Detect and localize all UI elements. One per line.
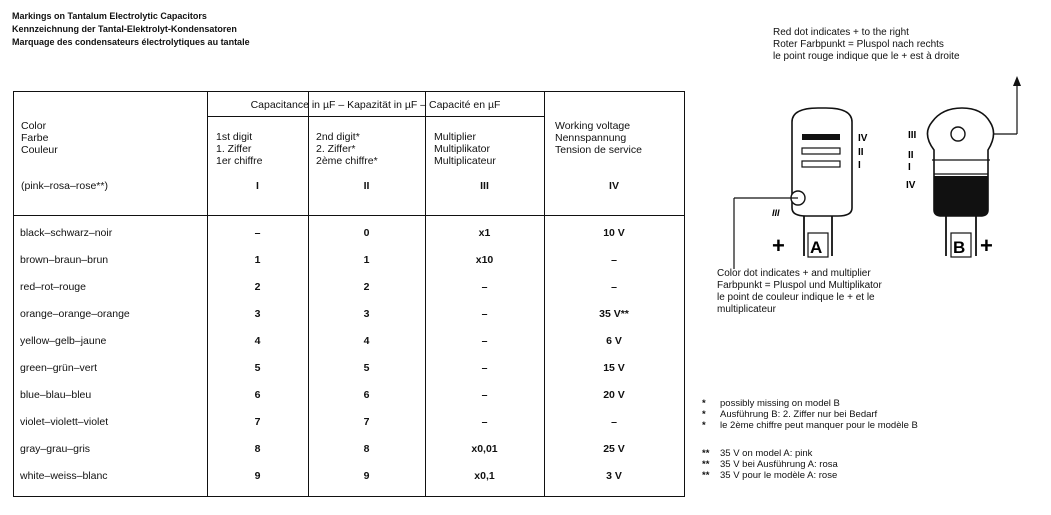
volt-cell: 3 V	[606, 470, 622, 482]
d1-cell: 8	[254, 443, 261, 455]
label-b-iii: III	[908, 130, 917, 141]
mult-cell: –	[481, 281, 488, 293]
d1-cell: 5	[254, 362, 261, 374]
roman-col-2: II	[363, 180, 370, 192]
color-dot-note-fr-2: multiplicateur	[717, 304, 776, 315]
multiplier-header-en: Multiplier	[434, 131, 477, 143]
mult-cell: –	[481, 362, 488, 374]
mult-cell: x0,1	[474, 470, 495, 482]
table-row	[14, 463, 684, 490]
footnote-mark: *	[702, 398, 706, 409]
title-de: Kennzeichnung der Tantal-Elektrolyt-Kondensatoren	[12, 24, 237, 34]
working-voltage-header	[555, 120, 642, 156]
footnote-mark: **	[702, 459, 710, 470]
volt-cell: 25 V	[603, 443, 625, 455]
working-voltage-header-fr: Tension de service	[555, 144, 642, 156]
label-a-iv: IV	[858, 133, 868, 144]
multiplier-header	[434, 131, 496, 167]
first-digit-header-de: 1. Ziffer	[216, 143, 252, 155]
d2-cell: 9	[363, 470, 370, 482]
color-dot-note-en: Color dot indicates + and multiplier	[717, 268, 871, 279]
mult-cell: x1	[478, 227, 491, 239]
label-a-i: I	[858, 160, 861, 171]
color-name-cell: blue–blau–bleu	[20, 389, 92, 401]
color-dot-note-fr-1: le point de couleur indique le + et le	[717, 292, 875, 303]
footnote-single-line	[702, 420, 918, 431]
capacitor-a	[734, 108, 852, 269]
volt-cell: 6 V	[606, 335, 622, 347]
volt-cell: 20 V	[603, 389, 625, 401]
d2-cell: 3	[363, 308, 370, 320]
volt-cell: –	[611, 416, 617, 428]
d2-cell: 6	[363, 389, 370, 401]
volt-cell: –	[611, 281, 617, 293]
second-digit-header-fr: 2ème chiffre*	[316, 155, 378, 167]
d1-cell: 3	[254, 308, 261, 320]
d2-cell: 4	[363, 335, 370, 347]
label-a-iii: III	[772, 208, 780, 218]
d1-cell: 9	[254, 470, 261, 482]
header-bottom-divider	[14, 215, 684, 216]
red-dot-note	[773, 27, 960, 63]
multiplier-header-fr: Multiplicateur	[434, 155, 496, 167]
band-ii	[802, 148, 840, 154]
color-name-cell: violet–violett–violet	[20, 416, 109, 428]
title-fr: Marquage des condensateurs électrolytiques au tantale	[12, 37, 250, 47]
plus-a-icon: +	[772, 233, 785, 258]
d1-cell: 6	[254, 389, 261, 401]
capacitance-header: Capacitance in µF – Kapazität in µF – Capacité en µF	[250, 99, 501, 111]
working-voltage-header-en: Working voltage	[555, 120, 631, 132]
table-row	[14, 409, 684, 436]
second-digit-header-de: 2. Ziffer*	[316, 143, 356, 155]
volt-cell: 35 V**	[599, 308, 629, 320]
d2-cell: 7	[363, 416, 370, 428]
footnote-single-de: Ausführung B: 2. Ziffer nur bei Bedarf	[720, 409, 878, 420]
color-header-fr: Couleur	[21, 144, 58, 156]
color-name-cell: red–rot–rouge	[20, 281, 86, 293]
footnote-single-fr: le 2ème chiffre peut manquer pour le modèle B	[720, 420, 918, 431]
d2-cell: 2	[363, 281, 370, 293]
d2-cell: 0	[363, 227, 370, 239]
band-i	[802, 161, 840, 167]
red-dot-note-fr: le point rouge indique que le + est à droite	[773, 51, 960, 62]
roman-col-1: I	[256, 180, 259, 192]
roman-col-4: IV	[609, 180, 619, 192]
d1-cell: 2	[254, 281, 261, 293]
label-b-i: I	[908, 162, 911, 173]
color-dot-note-de: Farbpunkt = Pluspol und Multiplikator	[717, 280, 882, 291]
color-header-de: Farbe	[21, 132, 49, 144]
footnotes-double	[702, 448, 838, 481]
color-dot-note	[717, 268, 882, 316]
volt-cell: –	[611, 254, 617, 266]
table-row	[14, 301, 684, 328]
volt-cell: 10 V	[603, 227, 625, 239]
footnote-mark: *	[702, 420, 706, 431]
title-en: Markings on Tantalum Electrolytic Capacitors	[12, 11, 207, 21]
first-digit-header-fr: 1er chiffre	[216, 155, 263, 167]
footnote-double-de: 35 V bei Ausführung A: rosa	[720, 459, 838, 470]
d2-cell: 5	[363, 362, 370, 374]
footnote-double-en: 35 V on model A: pink	[720, 448, 813, 459]
color-name-cell: yellow–gelb–jaune	[20, 335, 107, 347]
mult-cell: x10	[475, 254, 494, 266]
d2-cell: 1	[363, 254, 370, 266]
color-name-cell: orange–orange–orange	[20, 308, 130, 320]
table-row	[14, 382, 684, 409]
color-name-cell: gray–grau–gris	[20, 443, 91, 455]
mult-cell: –	[481, 389, 488, 401]
table-row	[14, 328, 684, 355]
footnote-mark: **	[702, 470, 710, 481]
document-titles	[12, 10, 250, 49]
d1-cell: 4	[254, 335, 261, 347]
red-dot-b	[951, 127, 965, 141]
table-row	[14, 274, 684, 301]
capacitor-diagram	[700, 70, 1040, 270]
label-b-iv: IV	[906, 180, 916, 191]
plus-b-icon: +	[980, 233, 993, 258]
color-name-cell: brown–braun–brun	[20, 254, 109, 266]
red-dot-note-de: Roter Farbpunkt = Pluspol nach rechts	[773, 39, 944, 50]
arrow-head-icon	[1013, 76, 1021, 86]
first-digit-header-en: 1st digit	[216, 131, 253, 143]
red-dot-note-en: Red dot indicates + to the right	[773, 27, 909, 38]
mult-cell: –	[481, 335, 488, 347]
pink-note: (pink–rosa–rose**)	[21, 180, 108, 192]
footnote-mark: **	[702, 448, 710, 459]
second-digit-header	[316, 131, 378, 167]
table-row	[14, 355, 684, 382]
d1-cell: –	[254, 227, 261, 239]
footnote-single-en: possibly missing on model B	[720, 398, 840, 409]
mult-cell: –	[481, 308, 488, 320]
color-name-cell: black–schwarz–noir	[20, 227, 113, 239]
volt-cell: 15 V	[603, 362, 625, 374]
table-row	[14, 220, 684, 247]
label-a-ii: II	[858, 147, 864, 158]
header-divider	[207, 116, 544, 117]
label-model-a: A	[810, 238, 823, 257]
d2-cell: 8	[363, 443, 370, 455]
color-name-cell: green–grün–vert	[20, 362, 98, 374]
multiplier-header-de: Multiplikator	[434, 143, 491, 155]
label-b-ii: II	[908, 150, 914, 161]
mult-cell: –	[481, 416, 488, 428]
working-voltage-header-de: Nennspannung	[555, 132, 627, 144]
footnote-double-line	[702, 448, 838, 459]
table-row	[14, 436, 684, 463]
footnote-single-line	[702, 409, 918, 420]
d1-cell: 1	[254, 254, 261, 266]
d1-cell: 7	[254, 416, 261, 428]
color-name-cell: white–weiss–blanc	[20, 470, 108, 482]
label-model-b: B	[953, 238, 966, 257]
first-digit-header	[216, 131, 263, 167]
roman-col-3: III	[480, 180, 489, 192]
footnote-mark: *	[702, 409, 706, 420]
band-iv-b	[934, 176, 988, 216]
second-digit-header-en: 2nd digit*	[316, 131, 360, 143]
band-iv	[802, 134, 840, 140]
footnote-double-line	[702, 470, 838, 481]
color-header-en: Color	[21, 120, 47, 132]
color-header	[21, 120, 58, 156]
color-code-table	[13, 91, 685, 497]
footnotes-single	[702, 398, 918, 431]
footnote-double-fr: 35 V pour le modèle A: rose	[720, 470, 838, 481]
mult-cell: x0,01	[471, 443, 498, 455]
table-row	[14, 247, 684, 274]
footnote-single-line	[702, 398, 918, 409]
footnote-double-line	[702, 459, 838, 470]
